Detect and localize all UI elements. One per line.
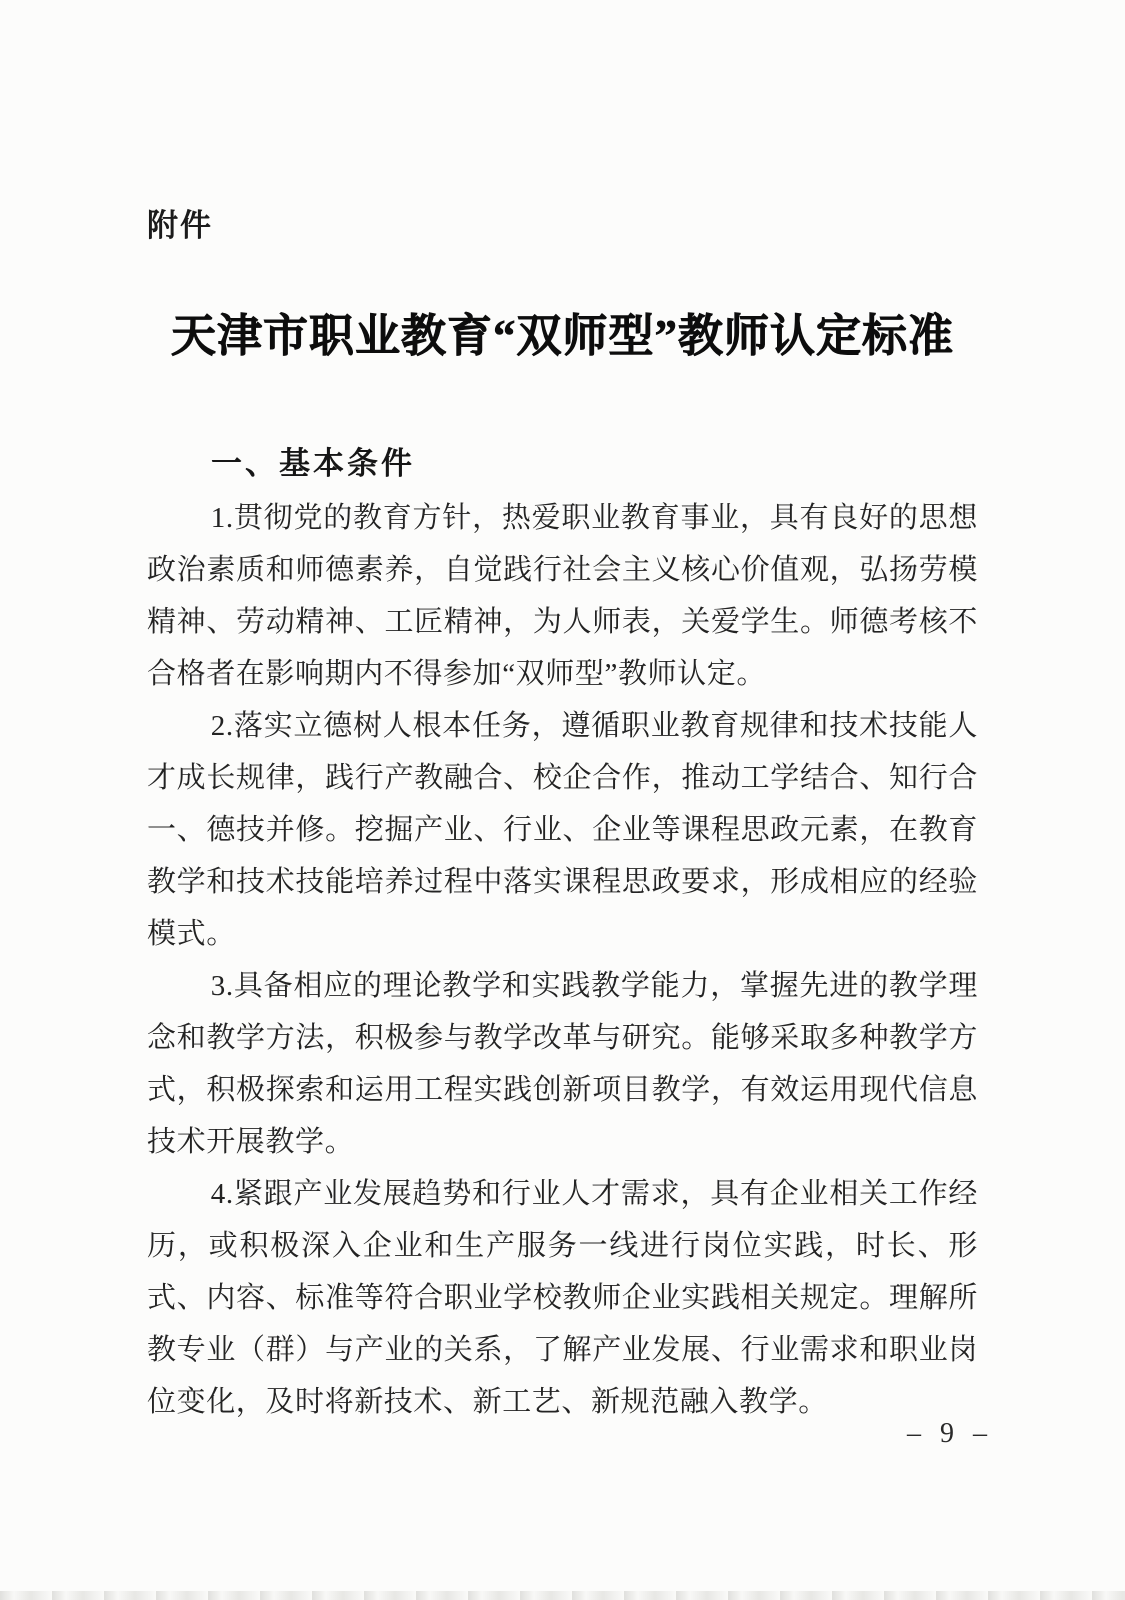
paragraph-1: 1.贯彻党的教育方针，热爱职业教育事业，具有良好的思想政治素质和师德素养，自觉践行社会主义核心价值观，弘扬劳模精神、劳动精神、工匠精神，为人师表，关爱学生。师德考核不合格者在影响期内不得参加“双师型”教师认定。 xyxy=(147,502,978,690)
scan-edge-artifact xyxy=(0,1591,1125,1600)
page-number: – 9 – xyxy=(907,1418,993,1449)
paragraph-2: 2.落实立德树人根本任务，遵循职业教育规律和技术技能人才成长规律，践行产教融合、校企合作，推动工学结合、知行合一、德技并修。挖掘产业、行业、企业等课程思政元素，在教育教学和技术技能培养过程中落实课程思政要求，形成相应的经验模式。 xyxy=(147,710,978,950)
attachment-label: 附件 xyxy=(147,208,213,243)
document-title: 天津市职业教育“双师型”教师认定标准 xyxy=(170,311,954,361)
section-heading-basic-conditions: 一、基本条件 xyxy=(211,446,415,481)
document-body xyxy=(147,492,978,1428)
paragraph-3: 3.具备相应的理论教学和实践教学能力，掌握先进的教学理念和教学方法，积极参与教学改革与研究。能够采取多种教学方式，积极探索和运用工程实践创新项目教学，有效运用现代信息技术开展教学。 xyxy=(147,970,978,1158)
paragraph-4: 4.紧跟产业发展趋势和行业人才需求，具有企业相关工作经历，或积极深入企业和生产服务一线进行岗位实践，时长、形式、内容、标准等符合职业学校教师企业实践相关规定。理解所教专业（群）与产业的关系，了解产业发展、行业需求和职业岗位变化，及时将新技术、新工艺、新规范融入教学。 xyxy=(147,1178,978,1418)
